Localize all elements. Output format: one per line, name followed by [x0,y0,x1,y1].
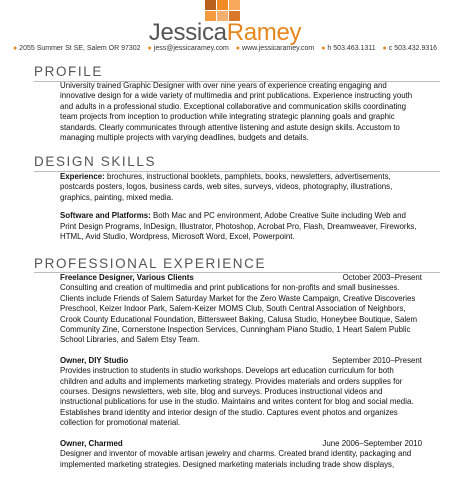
skill-label: Experience: [60,172,105,181]
last-name: Ramey [226,19,302,46]
job-description: Provides instruction to students in studio workshops. Develops art education curriculum for both children and adults and implements marketing strategy. Provides materials and orders supplies for courses. Designs newsletters, web site, blog and surveys. Produces instructional videos and instructional publications for use in the studio. Maintains and writes content for blog and social media. Establishes brand identity and interior design of the studio. Captures event photos and organizes collection for promotional material. [60,366,414,428]
job-dates: October 2003–Present [342,273,422,282]
profile-section [60,81,422,143]
skill-text: Both Mac and PC environment, Adobe Creative Suite including Web and Print Design Programs, InDesign, Illustrator, Photoshop, Acrobat Pro, Flash, Dreamweaver, Fireworks, HTML, Avid Studio, Wordpress, Microsoft Word, Excel, Powerpoint. [60,211,417,242]
section-title-profile: PROFILE [34,64,103,79]
job-entry [60,356,422,429]
job-role: Owner, Charmed [60,438,123,448]
address: 2055 Summer St SE, Salem OR 97302 [19,45,141,52]
job-description: Consulting and creation of multimedia and print publications for non-profits and small businesses. Clients include Friends of Salem Saturday Market for the Zero Waste Campaign, Creative Discoveries Preschool, Keizer Indoor Park, Salem-Keizer MOMS Club, South Central Association of Neighbors, Crook County Educational Foundation, Bittersweet Baking, Calusa Studio, Honeybee Boutique, Salem Community Zine, Cornerstone Inspection Services, Cunningham Piano Studio, 1 Heart Salem Public School Libraries, and Salem Etsy Team. [60,283,418,345]
job-header [60,356,422,366]
section-title-skills: DESIGN SKILLS [34,154,157,169]
cell: 503.432.9316 [394,45,438,52]
job-role: Freelance Designer, Various Clients [60,273,194,282]
job-entry [60,273,422,346]
logo-square [229,0,240,10]
phone: 503.463.1311 [333,45,376,52]
resume-name [0,20,450,46]
job-description: Designer and inventor of movable artisan jewelry and charms. Created brand identity, packaging and implemented marketing strategies. Designed marketing materials including trade show displays, [60,449,412,469]
website-link[interactable]: www.jessicaramey.com [242,45,315,52]
section-title-experience: PROFESSIONAL EXPERIENCE [34,256,267,271]
bullet-separator: ● [147,45,152,52]
bullet-separator: ● [12,45,18,52]
skill-item-software [60,211,422,242]
bullet-separator: ● [382,45,387,52]
first-name: Jessica [148,19,227,46]
skill-text: brochures, instructional booklets, pamphlets, books, newsletters, advertisements, postcards posters, logos, business cards, web sites, surveys, videos, photography, illustrations, graphics, painting, mixed media. [60,172,393,202]
skills-section [60,172,422,242]
bullet-separator: ● [321,45,326,52]
skill-label: Software and Platforms: [60,211,151,221]
job-header [60,273,422,283]
bullet-separator: ● [235,45,241,52]
contact-line [0,44,450,53]
experience-section [60,273,422,480]
job-role: Owner, DIY Studio [60,355,129,365]
job-dates: June 2006–September 2010 [322,438,422,448]
email-link[interactable]: jess@jessicaramey.com [153,45,229,52]
job-dates: September 2010–Present [332,355,422,365]
job-entry [60,439,422,470]
logo-square [205,0,216,10]
skill-item-experience [60,172,422,203]
cell-label: c [388,45,393,52]
logo-square [217,0,228,10]
phone-label: h [327,45,332,52]
profile-text: University trained Graphic Designer with over nine years of experience creating engaging and innovative design for a wide variety of multimedia and print publications. Experience instructing youth and adults in a professional studio. Exceptional collaborative and communication skills coordinating team projects from inception to production while integrating strategic planning goals and graphic standards. Clearly communicates through attentive listening and astute design skills. Accustom to managing multiple projects with varying deadlines, budgets and details. [60,81,413,143]
job-header [60,439,422,449]
